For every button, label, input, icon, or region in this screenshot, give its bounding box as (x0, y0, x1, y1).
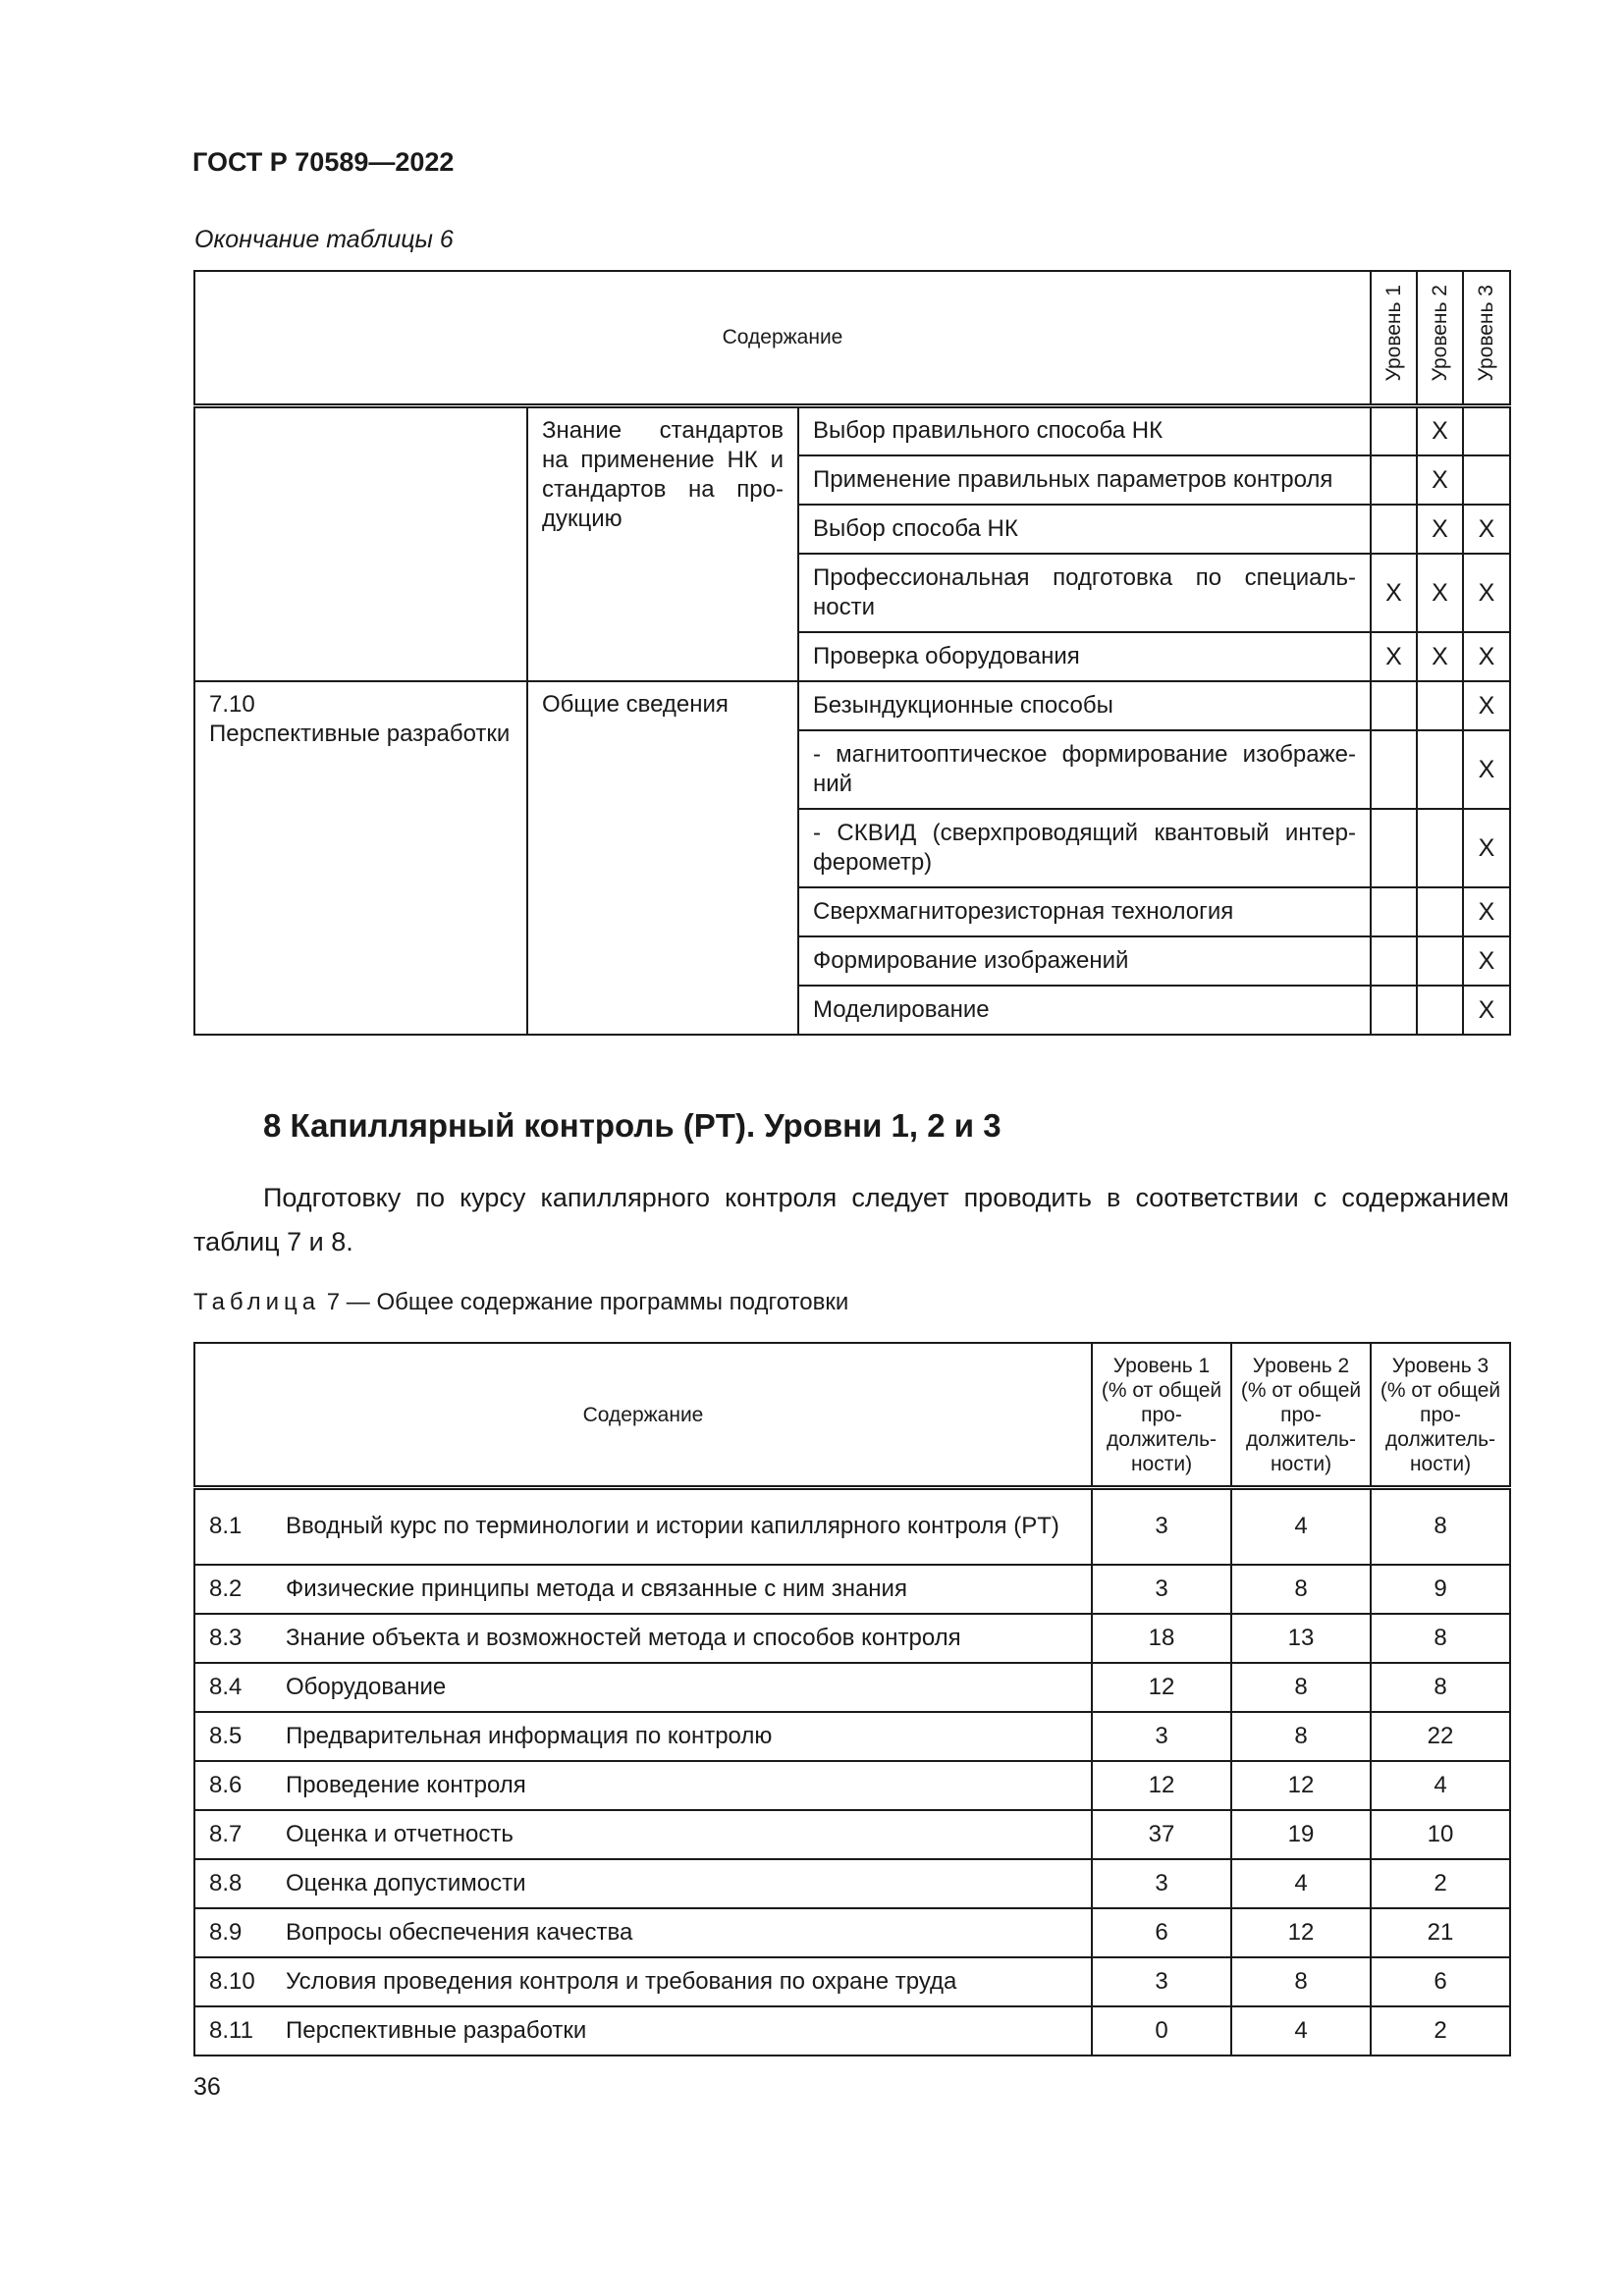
table6-cell-mark: X (1463, 809, 1510, 887)
row-number: 8.7 (209, 1820, 243, 1847)
table7-level1-value: 3 (1092, 1712, 1231, 1761)
table6-group-a-col1 (194, 406, 527, 681)
table6-cell-text: Выбор правильного способа НК (798, 406, 1371, 455)
table7-row-content (194, 1565, 1092, 1614)
table6-cell-text: - магнитооптическое формирование изображений (798, 730, 1371, 809)
table6-cell-mark (1417, 730, 1463, 809)
row-text: Условия проведения контроля и требования по охране труда (286, 1967, 957, 1995)
table6-header-row (194, 271, 1510, 406)
row-number: 8.10 (209, 1967, 255, 1995)
table7-level1-value: 0 (1092, 2006, 1231, 2056)
table-row (194, 1908, 1510, 1957)
table7-level1-value: 12 (1092, 1761, 1231, 1810)
table-row (194, 1859, 1510, 1908)
section-8-paragraph: Подготовку по курсу капиллярного контроля следует проводить в соответствии с содержанием таблиц 7 и 8. (193, 1183, 1509, 1256)
table7-level3-value: 8 (1371, 1663, 1510, 1712)
row-number: 8.8 (209, 1869, 243, 1896)
table7-level1-value: 3 (1092, 1859, 1231, 1908)
row-number: 8.9 (209, 1918, 243, 1946)
table7-level3-value: 6 (1371, 1957, 1510, 2006)
table6-header-level3: Уровень 3 (1463, 271, 1510, 406)
table7-level2-value: 8 (1231, 1712, 1371, 1761)
table6-cell-text: Профессиональная подготовка по специальности (798, 554, 1371, 632)
table7-level1-value: 6 (1092, 1908, 1231, 1957)
table7-level3-value: 4 (1371, 1761, 1510, 1810)
table7-level3-value: 8 (1371, 1488, 1510, 1565)
row-text: Вводный курс по терминологии и истории капиллярного контроля (PT) (286, 1513, 1059, 1540)
table6-group-b-col1 (194, 681, 527, 1035)
table-row (194, 1957, 1510, 2006)
table7-level2-value: 19 (1231, 1810, 1371, 1859)
table7-level2-value: 12 (1231, 1761, 1371, 1810)
table6-cell-mark: X (1463, 554, 1510, 632)
section-8-title: 8 Капиллярный контроль (PT). Уровни 1, 2 и 3 (263, 1107, 1001, 1144)
row-text: Перспективные разработки (286, 2016, 587, 2044)
table6-header-level1: Уровень 1 (1371, 271, 1417, 406)
table6-cell-mark: X (1463, 730, 1510, 809)
table7-level3-value: 22 (1371, 1712, 1510, 1761)
table6-cell-mark: X (1463, 505, 1510, 554)
table-row (194, 1565, 1510, 1614)
table6-group-a-col2: Знание стандартов на применение НК и стандартов на продукцию (527, 406, 798, 681)
table7-level1-value: 37 (1092, 1810, 1231, 1859)
table6-cell-mark (1463, 406, 1510, 455)
table6-cell-mark (1371, 730, 1417, 809)
table7-row-content (194, 1761, 1092, 1810)
table7-header-level2: Уровень 2 (% от общей продолжительности) (1231, 1343, 1371, 1488)
table7-level1-value: 12 (1092, 1663, 1231, 1712)
row-text: Проведение контроля (286, 1771, 526, 1798)
table6-cell-mark: X (1417, 632, 1463, 681)
row-text: Вопросы обеспечения качества (286, 1918, 633, 1946)
table7-row-content (194, 1663, 1092, 1712)
table7-row-content (194, 1488, 1092, 1565)
table7-level2-value: 4 (1231, 2006, 1371, 2056)
table7-level3-value: 2 (1371, 2006, 1510, 2056)
row-text: Предварительная информация по контролю (286, 1722, 773, 1749)
table7-row-content (194, 1859, 1092, 1908)
table6-group-b-col2: Общие сведения (527, 681, 798, 1035)
table7-level2-value: 4 (1231, 1488, 1371, 1565)
row-text: Физические принципы метода и связанные с ним знания (286, 1575, 907, 1602)
table6-cell-mark (1371, 887, 1417, 936)
table6-header-content: Содержание (194, 271, 1371, 406)
table7-header-content: Содержание (194, 1343, 1092, 1488)
table6-cell-mark: X (1371, 554, 1417, 632)
document-header: ГОСТ Р 70589—2022 (192, 147, 455, 177)
table6-cell-mark: X (1417, 455, 1463, 505)
table6-cell-mark: X (1463, 986, 1510, 1035)
table7-row-content (194, 1957, 1092, 2006)
table6-cell-text: Сверхмагниторезисторная технология (798, 887, 1371, 936)
row-text: Оборудование (286, 1673, 447, 1700)
table7-row-content (194, 2006, 1092, 2056)
page-number: 36 (193, 2073, 221, 2101)
table6-cell-text: Выбор способа НК (798, 505, 1371, 554)
table-row (194, 1712, 1510, 1761)
table6-cell-mark (1371, 809, 1417, 887)
table7-level1-value: 3 (1092, 1565, 1231, 1614)
table6-cell-mark: X (1463, 936, 1510, 986)
table7-row-content (194, 1810, 1092, 1859)
table7-level1-value: 18 (1092, 1614, 1231, 1663)
table6-caption: Окончание таблицы 6 (194, 226, 454, 253)
table7-level2-value: 8 (1231, 1565, 1371, 1614)
table7-level1-value: 3 (1092, 1957, 1231, 2006)
table7-row-content (194, 1614, 1092, 1663)
table6-cell-mark (1417, 986, 1463, 1035)
table6-cell-mark: X (1417, 505, 1463, 554)
row-number: 8.3 (209, 1624, 243, 1651)
table6-cell-mark (1463, 455, 1510, 505)
table7-level2-value: 8 (1231, 1663, 1371, 1712)
table7-caption (193, 1289, 848, 1316)
section-number: 7.10 (209, 690, 255, 718)
table6-cell-mark (1417, 681, 1463, 730)
row-number: 8.6 (209, 1771, 243, 1798)
table7-row-content (194, 1712, 1092, 1761)
table-row (194, 2006, 1510, 2056)
table6-cell-mark: X (1463, 887, 1510, 936)
table6-cell-mark (1417, 809, 1463, 887)
table-row (194, 1663, 1510, 1712)
table6-cell-mark (1371, 406, 1417, 455)
table6-cell-mark: X (1463, 632, 1510, 681)
table6-cell-mark: X (1371, 632, 1417, 681)
row-number: 8.2 (209, 1575, 243, 1602)
table7-row-content (194, 1908, 1092, 1957)
table6-header-level2: Уровень 2 (1417, 271, 1463, 406)
row-number: 8.4 (209, 1673, 243, 1700)
table6-cell-text: Безындукционные способы (798, 681, 1371, 730)
row-text: Оценка допустимости (286, 1869, 526, 1896)
table6-cell-mark: X (1463, 681, 1510, 730)
table6-cell-mark (1371, 681, 1417, 730)
table7-level3-value: 10 (1371, 1810, 1510, 1859)
table6-cell-text: Формирование изображений (798, 936, 1371, 986)
table7-caption-rest: 7 — Общее содержание программы подготовки (320, 1289, 849, 1315)
row-number: 8.5 (209, 1722, 243, 1749)
row-number: 8.1 (209, 1513, 243, 1540)
row-text: Оценка и отчетность (286, 1820, 514, 1847)
table-row (194, 406, 1510, 455)
table6-cell-mark: X (1417, 554, 1463, 632)
table-7 (193, 1342, 1511, 2056)
table6-cell-text: Моделирование (798, 986, 1371, 1035)
row-text: Знание объекта и возможностей метода и способов контроля (286, 1624, 961, 1651)
table-row (194, 681, 1510, 730)
table6-cell-text: - СКВИД (сверхпроводящий квантовый интерферометр) (798, 809, 1371, 887)
table6-cell-mark (1371, 986, 1417, 1035)
table-row (194, 1810, 1510, 1859)
table7-level3-value: 8 (1371, 1614, 1510, 1663)
table6-cell-mark (1417, 887, 1463, 936)
table6-cell-text: Проверка оборудования (798, 632, 1371, 681)
table6-cell-mark (1371, 505, 1417, 554)
table7-level3-value: 2 (1371, 1859, 1510, 1908)
section-title: Перспективные разработки (209, 720, 511, 747)
table6-cell-mark (1371, 936, 1417, 986)
table7-level2-value: 8 (1231, 1957, 1371, 2006)
table-row (194, 1488, 1510, 1565)
table6-cell-mark (1417, 936, 1463, 986)
table7-caption-word: Таблица (193, 1289, 321, 1315)
table7-header-level1: Уровень 1 (% от общей продолжительности) (1092, 1343, 1231, 1488)
table7-header-level3: Уровень 3 (% от общей продолжительности) (1371, 1343, 1510, 1488)
table6-cell-mark (1371, 455, 1417, 505)
table-6 (193, 270, 1511, 1036)
table6-cell-mark: X (1417, 406, 1463, 455)
table7-level3-value: 21 (1371, 1908, 1510, 1957)
table-row (194, 1761, 1510, 1810)
table7-level2-value: 4 (1231, 1859, 1371, 1908)
table6-cell-text: Применение правильных параметров контроля (798, 455, 1371, 505)
table7-level1-value: 3 (1092, 1488, 1231, 1565)
table7-level2-value: 13 (1231, 1614, 1371, 1663)
table7-header-row (194, 1343, 1510, 1488)
row-number: 8.11 (209, 2016, 253, 2044)
table7-level3-value: 9 (1371, 1565, 1510, 1614)
table7-level2-value: 12 (1231, 1908, 1371, 1957)
table-row (194, 1614, 1510, 1663)
